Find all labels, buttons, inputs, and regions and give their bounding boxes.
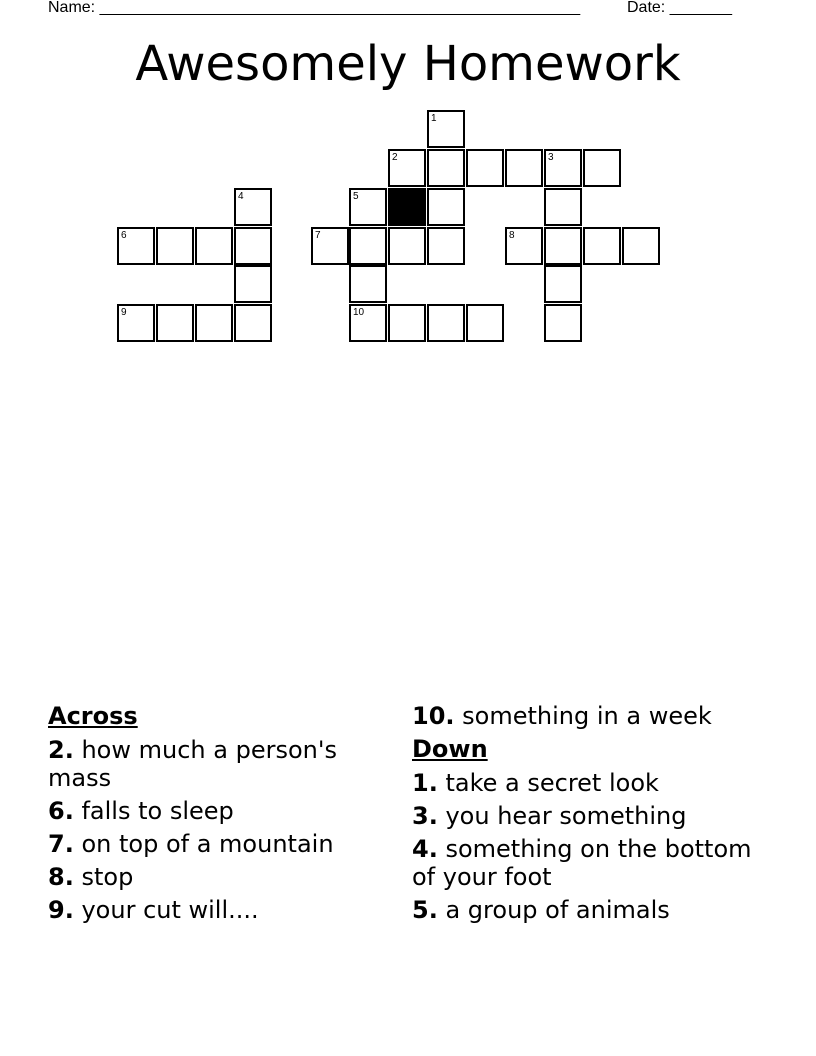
clue-across <box>48 797 378 825</box>
crossword-cell[interactable] <box>195 304 233 342</box>
crossword-cell[interactable] <box>505 227 543 265</box>
crossword-cell[interactable] <box>234 227 272 265</box>
crossword-cell[interactable] <box>583 149 621 187</box>
clue-number: 5. <box>412 896 438 924</box>
page-title: Awesomely Homework <box>135 36 681 92</box>
clue-text: falls to sleep <box>81 797 234 825</box>
clue-down <box>412 769 772 797</box>
clue-down <box>412 896 772 924</box>
crossword-cell[interactable] <box>234 188 272 226</box>
clue-number: 10 <box>353 307 365 318</box>
crossword-cell[interactable] <box>544 149 582 187</box>
clue-number: 2. <box>48 736 74 764</box>
crossword-cell[interactable] <box>117 227 155 265</box>
crossword-cell[interactable] <box>544 227 582 265</box>
crossword-cell[interactable] <box>349 227 387 265</box>
clue-number: 8. <box>48 863 74 891</box>
clue-text: a group of animals <box>445 896 670 924</box>
header-line <box>48 0 748 19</box>
crossword-cell[interactable] <box>349 265 387 303</box>
crossword-cell[interactable] <box>195 227 233 265</box>
clue-across <box>48 896 378 924</box>
clue-number: 3 <box>548 152 554 163</box>
clue-number: 6 <box>121 230 127 241</box>
crossword-cell[interactable] <box>427 227 465 265</box>
crossword-cell[interactable] <box>234 265 272 303</box>
crossword-cell[interactable] <box>388 227 426 265</box>
clue-number: 4. <box>412 835 438 863</box>
crossword-cell[interactable] <box>427 110 465 148</box>
crossword-cell[interactable] <box>583 227 621 265</box>
crossword-cell[interactable] <box>544 304 582 342</box>
clue-down <box>412 802 772 830</box>
clue-down <box>412 835 772 891</box>
clues-column-right <box>412 702 772 929</box>
crossword-cell[interactable] <box>117 304 155 342</box>
clue-across <box>412 702 772 730</box>
clue-number: 7 <box>315 230 321 241</box>
clue-number: 2 <box>392 152 398 163</box>
clue-number: 9 <box>121 307 127 318</box>
crossword-cell[interactable] <box>466 304 504 342</box>
date-field-label[interactable]: Date: _______ <box>627 0 732 16</box>
clue-number: 5 <box>353 191 359 202</box>
clue-number: 8 <box>509 230 515 241</box>
crossword-cell[interactable] <box>349 304 387 342</box>
clue-across <box>48 736 378 792</box>
clue-number: 1 <box>431 113 437 124</box>
clue-number: 6. <box>48 797 74 825</box>
crossword-cell[interactable] <box>622 227 660 265</box>
crossword-cell[interactable] <box>427 304 465 342</box>
blocked-cell <box>388 188 426 226</box>
clue-number: 1. <box>412 769 438 797</box>
clue-text: you hear something <box>445 802 687 830</box>
clue-number: 10. <box>412 702 455 730</box>
crossword-cell[interactable] <box>388 304 426 342</box>
crossword-cell[interactable] <box>544 188 582 226</box>
clue-text: how much a person's mass <box>48 736 337 792</box>
name-field-label[interactable]: Name: ______________________________________________________ <box>48 0 581 16</box>
clue-text: stop <box>81 863 134 891</box>
crossword-cell[interactable] <box>349 188 387 226</box>
crossword-cell[interactable] <box>466 149 504 187</box>
clue-number: 4 <box>238 191 244 202</box>
clue-text: your cut will.... <box>81 896 259 924</box>
crossword-cell[interactable] <box>234 304 272 342</box>
crossword-cell[interactable] <box>544 265 582 303</box>
crossword-cell[interactable] <box>156 227 194 265</box>
crossword-cell[interactable] <box>505 149 543 187</box>
clue-text: on top of a mountain <box>81 830 334 858</box>
clue-number: 9. <box>48 896 74 924</box>
clue-text: something in a week <box>462 702 712 730</box>
clue-across <box>48 863 378 891</box>
crossword-cell[interactable] <box>427 188 465 226</box>
crossword-cell[interactable] <box>388 149 426 187</box>
clue-number: 7. <box>48 830 74 858</box>
clues-column-left <box>48 702 378 929</box>
across-heading: Across <box>48 702 138 730</box>
crossword-cell[interactable] <box>427 149 465 187</box>
clue-number: 3. <box>412 802 438 830</box>
clue-text: something on the bottom of your foot <box>412 835 752 891</box>
down-heading: Down <box>412 735 488 763</box>
crossword-cell[interactable] <box>311 227 349 265</box>
crossword-cell[interactable] <box>156 304 194 342</box>
clue-text: take a secret look <box>445 769 659 797</box>
clue-across <box>48 830 378 858</box>
